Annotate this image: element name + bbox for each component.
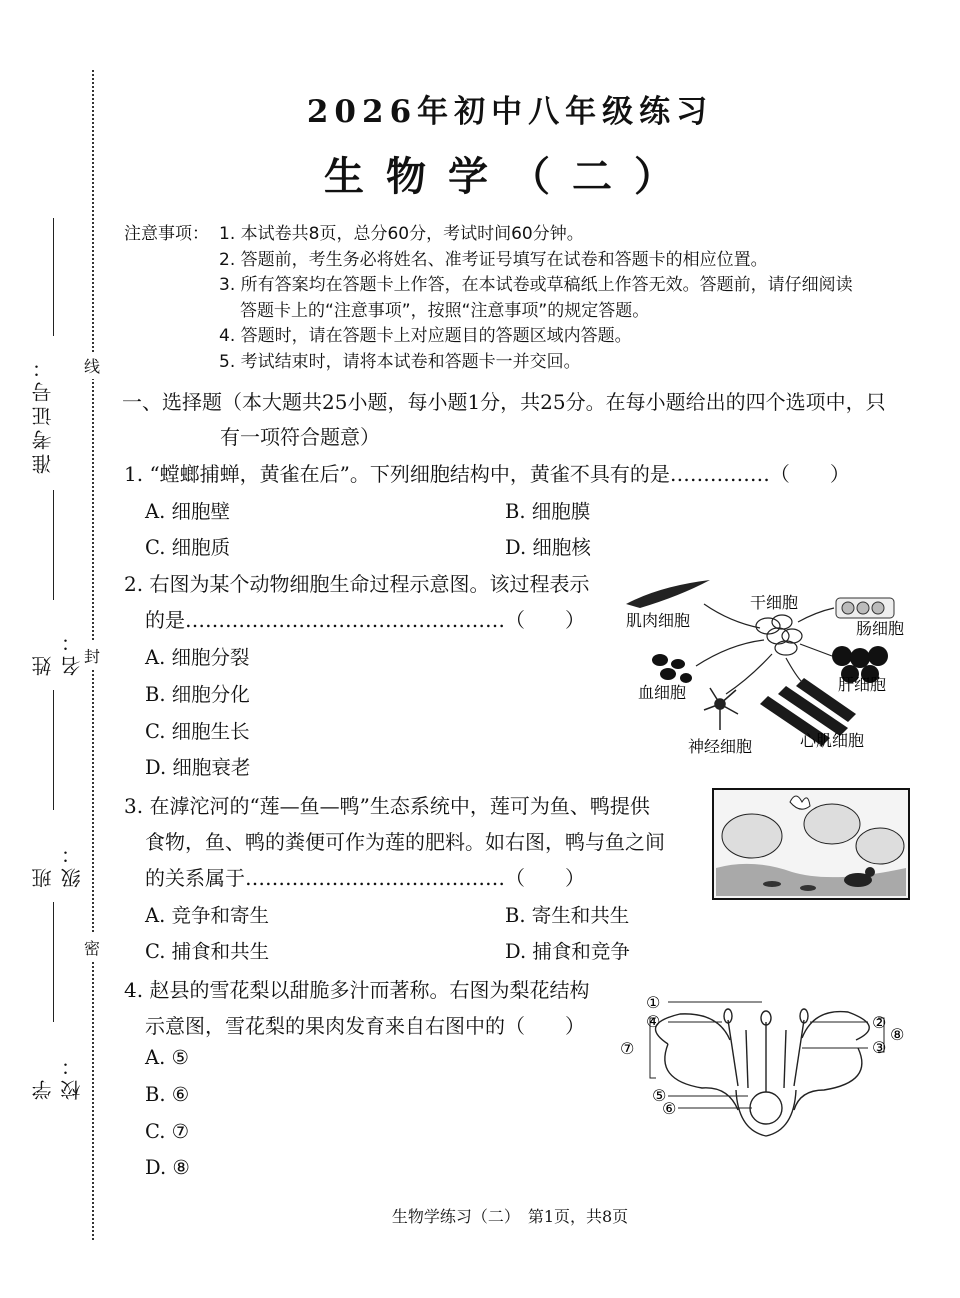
q4-option-b[interactable]: B. ⑥ <box>145 1083 190 1106</box>
blood-cell-shape <box>652 654 692 683</box>
class-blank[interactable] <box>53 690 54 810</box>
q2-option-d[interactable]: D. 细胞衰老 <box>145 756 251 779</box>
q4-option-d[interactable]: D. ⑧ <box>145 1156 190 1179</box>
flower-label-4: ④ <box>646 1012 661 1031</box>
exam-id-label: 准考证号： <box>31 354 55 474</box>
question-4-stem-cont: 示意图，雪花梨的果肉发育来自右图中的（ ） <box>145 1014 585 1038</box>
stem-cell-label: 干细胞 <box>750 593 799 612</box>
flower-label-6: ⑥ <box>662 1099 677 1118</box>
q1-option-c[interactable]: C. 细胞质 <box>145 536 231 559</box>
stem-cell-cluster <box>756 615 802 655</box>
name-blank[interactable] <box>53 490 54 600</box>
notice-item: 答题卡上的“注意事项”，按照“注意事项”的规定答题。 <box>240 300 650 321</box>
flower-label-8: ⑧ <box>890 1025 905 1044</box>
flower-label-2: ② <box>872 1013 887 1032</box>
q3-option-c[interactable]: C. 捕食和共生 <box>145 940 270 963</box>
q1-option-a[interactable]: A. 细胞壁 <box>145 500 230 523</box>
q3-option-d[interactable]: D. 捕食和竞争 <box>505 940 630 963</box>
cell-differentiation-figure <box>620 578 920 760</box>
section-heading: 一、选择题（本大题共25小题，每小题1分，共25分。在每小题给出的四个选项中，只 <box>122 390 886 414</box>
q1-option-d[interactable]: D. 细胞核 <box>505 536 591 559</box>
flower-shape <box>656 1009 870 1136</box>
notice-label: 注意事项： <box>124 224 209 244</box>
nerve-cell-shape <box>704 688 738 730</box>
liver-cell-label: 肝细胞 <box>838 675 887 694</box>
notice-item: 4. 答题时，请在答题卡上对应题目的答题区域内答题。 <box>219 326 632 346</box>
question-1-stem: 1. “螳螂捕蝉，黄雀在后”。下列细胞结构中，黄雀不具有的是……………（ ） <box>124 462 850 486</box>
question-2-stem-cont: 的是…………………………………………（ ） <box>145 608 585 632</box>
question-2-stem: 2. 右图为某个动物细胞生命过程示意图。该过程表示 <box>124 572 590 596</box>
differentiation-arrows <box>696 604 834 694</box>
notice-item: 5. 考试结束时，请将本试卷和答题卡一并交回。 <box>219 351 581 372</box>
notice-item: 3. 所有答案均在答题卡上作答，在本试卷或草稿纸上作答无效。答题前，请仔细阅读 <box>219 275 853 295</box>
school-blank[interactable] <box>53 902 54 1022</box>
intestine-cell-shape <box>836 598 894 618</box>
q1-option-b[interactable]: B. 细胞膜 <box>505 500 591 523</box>
notice-item: 2. 答题前，考生务必将姓名、准考证号填写在试卷和答题卡的相应位置。 <box>219 249 768 270</box>
exam-id-blank[interactable] <box>53 218 54 336</box>
q4-option-c[interactable]: C. ⑦ <box>145 1120 190 1143</box>
blood-cell-label: 血细胞 <box>638 683 687 702</box>
nerve-cell-label: 神经细胞 <box>688 737 753 756</box>
flower-label-7: ⑦ <box>620 1039 635 1058</box>
name-label: 姓名： <box>31 628 84 676</box>
seal-mark-mi: 密 <box>84 934 100 961</box>
class-label: 班级： <box>31 840 84 888</box>
question-3-stem-cont: 的关系属于…………………………………（ ） <box>145 866 585 890</box>
q4-option-a[interactable]: A. ⑤ <box>145 1046 189 1069</box>
q3-option-a[interactable]: A. 竞争和寄生 <box>145 904 269 927</box>
q2-option-b[interactable]: B. 细胞分化 <box>145 683 250 706</box>
seal-mark-feng: 封 <box>84 642 100 669</box>
flower-label-3: ③ <box>872 1038 887 1057</box>
lotus-pond-figure <box>712 788 910 900</box>
notice-item: 1. 本试卷共8页，总分60分，考试时间60分钟。 <box>219 224 584 244</box>
flower-label-1: ① <box>646 993 661 1012</box>
q2-option-c[interactable]: C. 细胞生长 <box>145 720 250 743</box>
muscle-cell-shape <box>626 580 710 608</box>
question-4-stem: 4. 赵县的雪花梨以甜脆多汁而著称。右图为梨花结构 <box>124 978 590 1002</box>
intestine-cell-label: 肠细胞 <box>856 619 905 638</box>
seal-mark-line: 线 <box>84 352 100 379</box>
question-3-stem-cont: 食物，鱼、鸭的粪便可作为莲的肥料。如右图，鸭与鱼之间 <box>145 830 665 854</box>
q3-option-b[interactable]: B. 寄生和共生 <box>505 904 630 927</box>
muscle-cell-label: 肌肉细胞 <box>626 611 691 630</box>
pear-flower-figure <box>618 990 914 1140</box>
question-3-stem: 3. 在滹沱河的“莲—鱼—鸭”生态系统中，莲可为鱼、鸭提供 <box>124 794 650 818</box>
exam-title: 2026年初中八年级练习 <box>306 94 714 130</box>
section-heading-cont: 有一项符合题意） <box>220 425 380 449</box>
q2-option-a[interactable]: A. 细胞分裂 <box>145 646 250 669</box>
school-label: 学校： <box>31 1052 84 1100</box>
heart-cell-label: 心肌细胞 <box>800 731 865 750</box>
subject-title: 生物学（二） <box>324 154 696 200</box>
flower-label-5: ⑤ <box>652 1086 667 1105</box>
page-footer: 生物学练习（二） 第1页，共8页 <box>391 1207 629 1226</box>
